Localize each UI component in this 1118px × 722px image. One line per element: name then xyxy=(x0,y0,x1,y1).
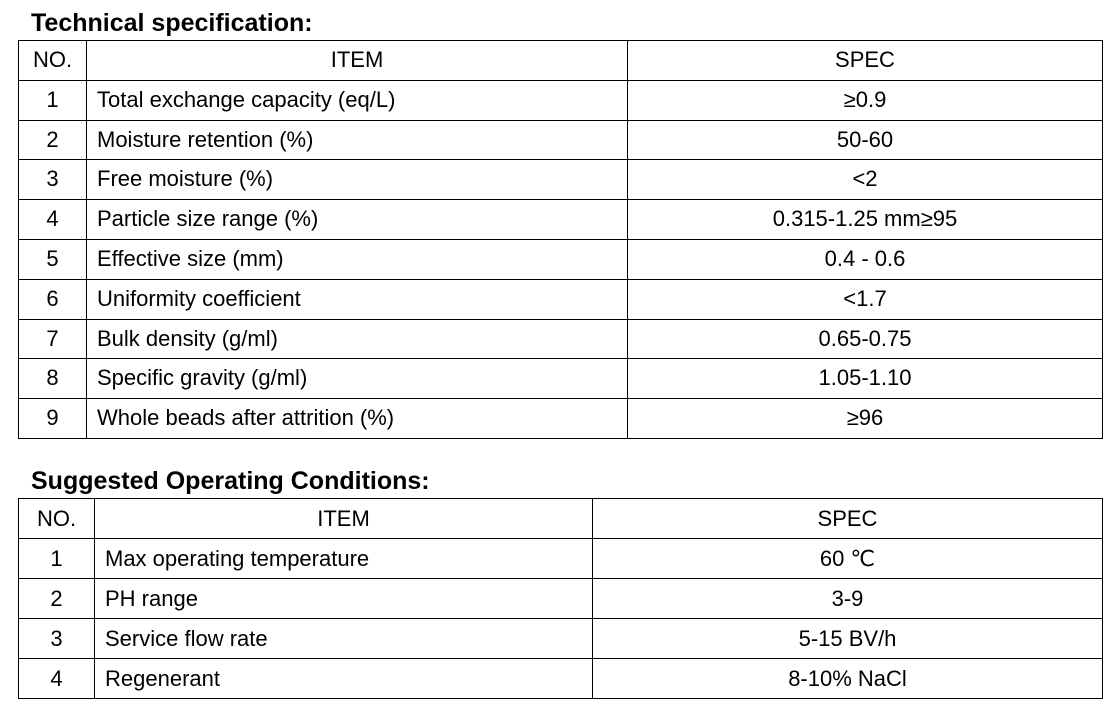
row-number: 1 xyxy=(19,80,87,120)
table-row xyxy=(19,120,1103,160)
row-number: 4 xyxy=(19,659,95,699)
row-item: Moisture retention (%) xyxy=(87,120,628,160)
row-number: 3 xyxy=(19,619,95,659)
technical-spec-body xyxy=(19,41,1103,439)
table-row xyxy=(19,279,1103,319)
row-number: 2 xyxy=(19,120,87,160)
row-spec: 60 ℃ xyxy=(593,539,1103,579)
row-spec: ≥96 xyxy=(628,399,1103,439)
technical-spec-table xyxy=(18,40,1103,439)
row-item: Total exchange capacity (eq/L) xyxy=(87,80,628,120)
table-row xyxy=(19,160,1103,200)
table-row xyxy=(19,539,1103,579)
row-item: Max operating temperature xyxy=(95,539,593,579)
row-number: 5 xyxy=(19,239,87,279)
row-spec: 5-15 BV/h xyxy=(593,619,1103,659)
row-spec: 0.4 - 0.6 xyxy=(628,239,1103,279)
row-item: PH range xyxy=(95,579,593,619)
row-number: 9 xyxy=(19,399,87,439)
row-number: 4 xyxy=(19,200,87,240)
column-header-no: NO. xyxy=(19,499,95,539)
row-spec: 50-60 xyxy=(628,120,1103,160)
row-spec: 0.315-1.25 mm≥95 xyxy=(628,200,1103,240)
table-row xyxy=(19,319,1103,359)
table-row xyxy=(19,619,1103,659)
table-row xyxy=(19,579,1103,619)
row-number: 7 xyxy=(19,319,87,359)
row-item: Particle size range (%) xyxy=(87,200,628,240)
table-row xyxy=(19,659,1103,699)
column-header-item: ITEM xyxy=(87,41,628,81)
table-row xyxy=(19,80,1103,120)
row-spec: 8-10% NaCl xyxy=(593,659,1103,699)
row-item: Effective size (mm) xyxy=(87,239,628,279)
operating-conditions-title: Suggested Operating Conditions: xyxy=(31,467,430,495)
column-header-item: ITEM xyxy=(95,499,593,539)
row-item: Specific gravity (g/ml) xyxy=(87,359,628,399)
row-spec: ≥0.9 xyxy=(628,80,1103,120)
row-number: 3 xyxy=(19,160,87,200)
technical-spec-title: Technical specification: xyxy=(31,9,313,37)
row-spec: 1.05-1.10 xyxy=(628,359,1103,399)
row-item: Service flow rate xyxy=(95,619,593,659)
table-header-row xyxy=(19,41,1103,81)
column-header-spec: SPEC xyxy=(628,41,1103,81)
table-row xyxy=(19,399,1103,439)
row-spec: 3-9 xyxy=(593,579,1103,619)
column-header-no: NO. xyxy=(19,41,87,81)
row-spec: <2 xyxy=(628,160,1103,200)
row-spec: <1.7 xyxy=(628,279,1103,319)
row-item: Uniformity coefficient xyxy=(87,279,628,319)
table-row xyxy=(19,239,1103,279)
row-number: 1 xyxy=(19,539,95,579)
row-item: Bulk density (g/ml) xyxy=(87,319,628,359)
row-spec: 0.65-0.75 xyxy=(628,319,1103,359)
column-header-spec: SPEC xyxy=(593,499,1103,539)
row-number: 8 xyxy=(19,359,87,399)
operating-conditions-table xyxy=(18,498,1103,699)
table-row xyxy=(19,359,1103,399)
row-number: 2 xyxy=(19,579,95,619)
table-header-row xyxy=(19,499,1103,539)
row-number: 6 xyxy=(19,279,87,319)
operating-conditions-body xyxy=(19,499,1103,699)
table-row xyxy=(19,200,1103,240)
row-item: Regenerant xyxy=(95,659,593,699)
row-item: Whole beads after attrition (%) xyxy=(87,399,628,439)
row-item: Free moisture (%) xyxy=(87,160,628,200)
